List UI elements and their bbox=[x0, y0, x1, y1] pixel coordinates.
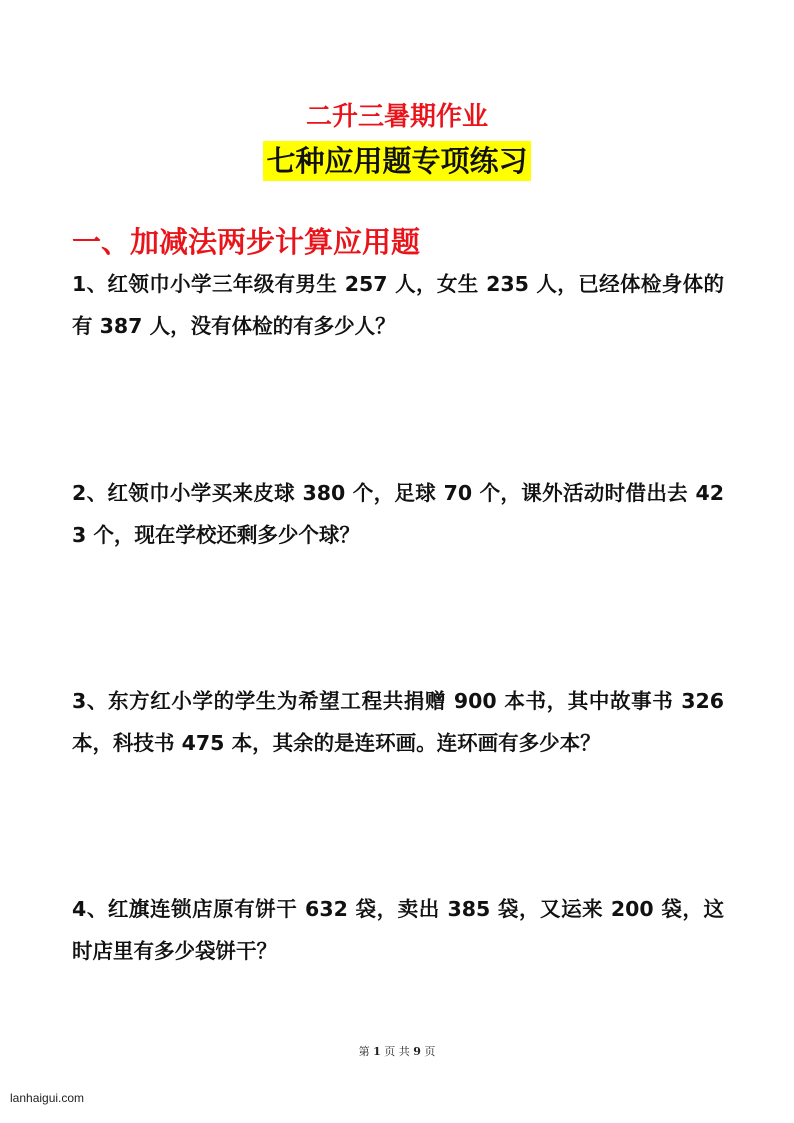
footer-mid: 页 共 bbox=[384, 1045, 410, 1058]
document-title: 二升三暑期作业 bbox=[305, 102, 488, 132]
subtitle-container bbox=[0, 141, 794, 181]
question-3: 3、东方红小学的学生为希望工程共捐赠 900 本书，其中故事书 326 本，科技书 475 本，其余的是连环画。连环画有多少本？ bbox=[72, 689, 724, 755]
section-heading: 一、加减法两步计算应用题 bbox=[72, 225, 421, 259]
footer-total-pages: 9 bbox=[413, 1045, 421, 1058]
footer-suffix: 页 bbox=[424, 1045, 436, 1058]
site-watermark: lanhaigui.com bbox=[10, 1091, 85, 1105]
document-subtitle: 七种应用题专项练习 bbox=[263, 141, 530, 181]
question-1: 1、红领巾小学三年级有男生 257 人，女生 235 人，已经体检身体的有 387 人，没有体检的有多少人？ bbox=[72, 272, 724, 338]
page-footer bbox=[0, 1043, 794, 1059]
question-4: 4、红旗连锁店原有饼干 632 袋，卖出 385 袋，又运来 200 袋，这时店里有多少袋饼干？ bbox=[72, 897, 724, 963]
footer-current-page: 1 bbox=[373, 1045, 381, 1058]
question-2: 2、红领巾小学买来皮球 380 个，足球 70 个，课外活动时借出去 423 个，现在学校还剩多少个球？ bbox=[72, 481, 724, 547]
footer-prefix: 第 bbox=[358, 1045, 370, 1058]
